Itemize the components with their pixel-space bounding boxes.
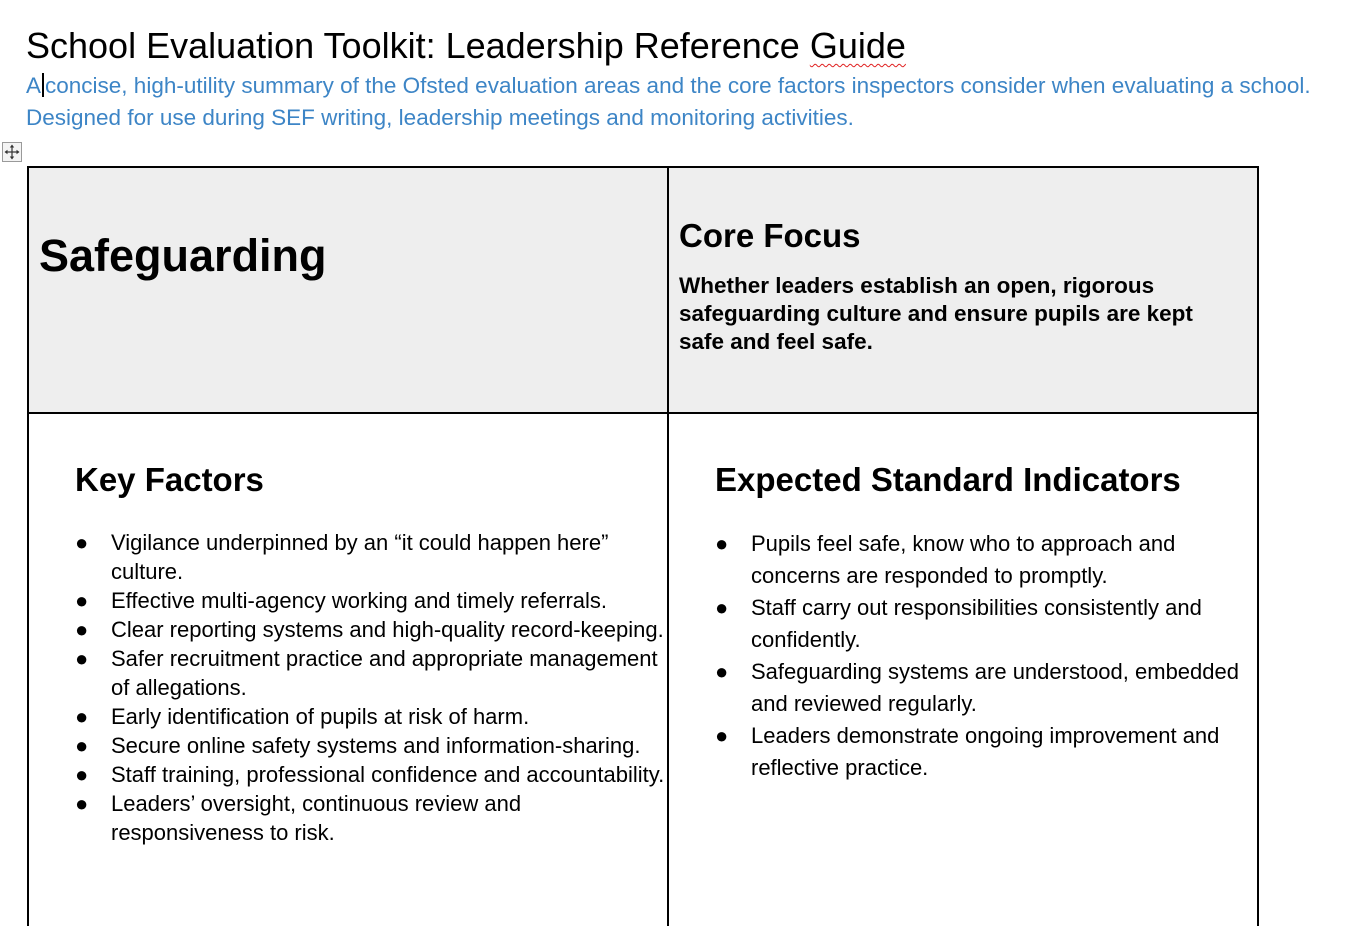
area-title: Safeguarding	[39, 230, 327, 281]
table-move-handle[interactable]	[2, 142, 22, 162]
key-factors-list	[75, 528, 667, 847]
evaluation-table	[27, 166, 1259, 926]
move-arrows-icon	[4, 144, 20, 160]
bullet-icon: ●	[715, 723, 729, 748]
list-item: ● Vigilance underpinned by an “it could happen here” culture.	[75, 530, 609, 584]
list-item: ● Secure online safety systems and information-sharing.	[75, 733, 641, 758]
document-title[interactable]	[26, 26, 906, 66]
list-item: ● Staff training, professional confidence and accountability.	[75, 762, 665, 787]
list-item: ● Pupils feel safe, know who to approach and concerns are responded to promptly.	[715, 528, 1257, 592]
list-item: ● Safeguarding systems are understood, embedded and reviewed regularly.	[715, 656, 1257, 720]
table-header-row	[28, 167, 1258, 413]
list-item: ● Clear reporting systems and high-quality record-keeping.	[75, 617, 664, 642]
key-factors-heading: Key Factors	[75, 461, 264, 498]
list-item: ● Effective multi-agency working and timely referrals.	[75, 588, 608, 613]
bullet-icon: ●	[75, 617, 89, 642]
expected-indicators-list	[715, 528, 1257, 784]
text-cursor	[42, 73, 44, 97]
bullet-icon: ●	[715, 659, 729, 684]
bullet-icon: ●	[75, 646, 89, 671]
list-item: ● Leaders demonstrate ongoing improvement and reflective practice.	[715, 720, 1257, 784]
list-item: ● Safer recruitment practice and appropriate management of allegations.	[75, 646, 658, 700]
core-focus-text: Whether leaders establish an open, rigorous safeguarding culture and ensure pupils are kept safe and feel safe.	[679, 273, 1193, 354]
bullet-icon: ●	[75, 762, 89, 787]
core-focus-heading: Core Focus	[679, 217, 861, 254]
subtitle-first-char: A	[26, 73, 42, 98]
bullet-icon: ●	[75, 588, 89, 613]
area-title-cell[interactable]	[28, 167, 668, 413]
bullet-icon: ●	[75, 791, 89, 816]
bullet-icon: ●	[75, 530, 89, 555]
key-factors-cell[interactable]	[28, 413, 668, 926]
bullet-icon: ●	[715, 595, 729, 620]
table-body-row	[28, 413, 1258, 926]
spellcheck-flagged-word[interactable]: Guide	[809, 25, 906, 66]
expected-indicators-cell[interactable]	[668, 413, 1258, 926]
bullet-icon: ●	[75, 733, 89, 758]
bullet-icon: ●	[75, 704, 89, 729]
core-focus-cell[interactable]	[668, 167, 1258, 413]
list-item: ● Leaders’ oversight, continuous review and responsiveness to risk.	[75, 791, 522, 845]
list-item: ● Early identification of pupils at risk of harm.	[75, 704, 530, 729]
document-subtitle[interactable]	[26, 70, 1346, 134]
subtitle-text: concise, high-utility summary of the Ofsted evaluation areas and the core factors inspectors consider when evaluating a school. Designed for use during SEF writing, leadership meetings and monitoring activities.	[26, 73, 1311, 130]
document-title-text: School Evaluation Toolkit: Leadership Reference	[26, 25, 810, 66]
expected-indicators-heading: Expected Standard Indicators	[715, 461, 1181, 498]
bullet-icon: ●	[715, 531, 729, 556]
list-item: ● Staff carry out responsibilities consistently and confidently.	[715, 592, 1257, 656]
